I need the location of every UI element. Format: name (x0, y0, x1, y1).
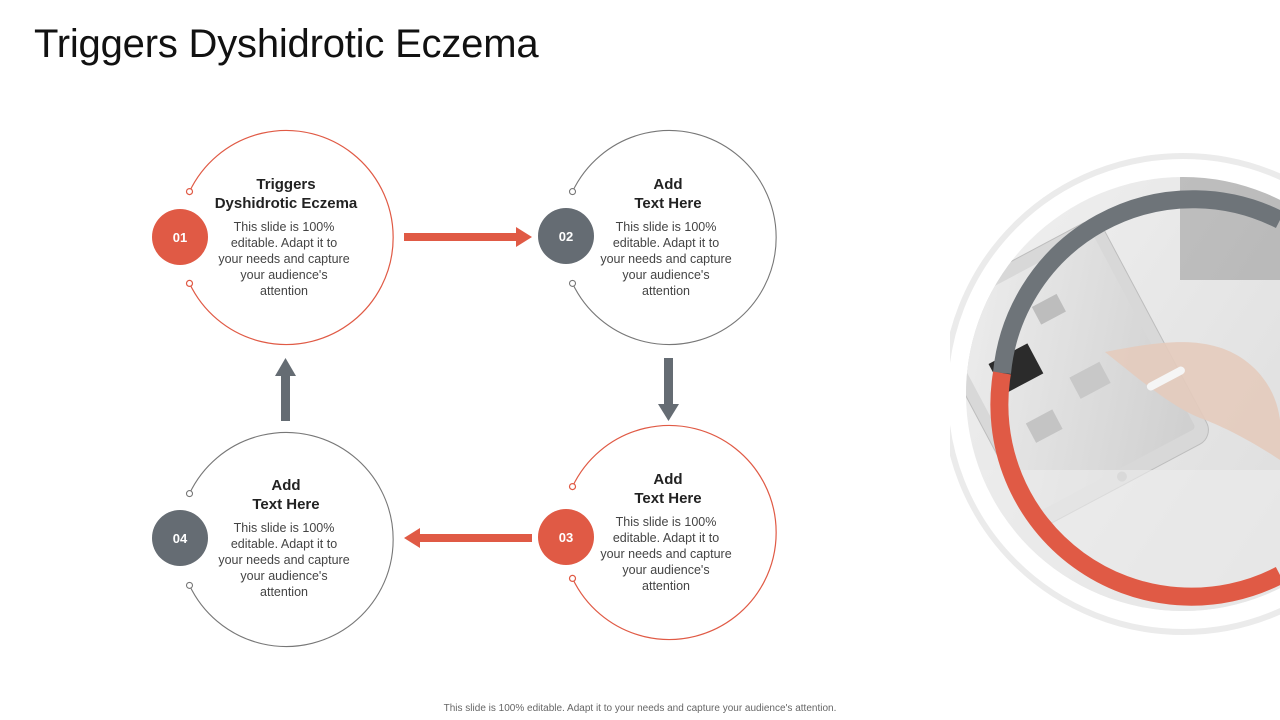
footer-note: This slide is 100% editable. Adapt it to your needs and capture your audience's attention. (443, 703, 837, 714)
arrow-up-icon (275, 358, 296, 421)
step-4-body: This slide is 100% editable. Adapt it to your needs and capture your audience's attention (218, 521, 350, 599)
step-2-body: This slide is 100% editable. Adapt it to your needs and capture your audience's attention (600, 220, 732, 298)
step-badge-02: 02 (538, 208, 594, 264)
arrow-down-icon (658, 358, 679, 421)
step-4-heading: Add Text Here (252, 477, 320, 513)
page-title: Triggers Dyshidrotic Eczema (34, 22, 539, 66)
step-1-heading: Triggers Dyshidrotic Eczema (214, 176, 358, 212)
arrow-left-icon (404, 528, 532, 548)
step-badge-04: 04 (152, 510, 208, 566)
step-2-heading: Add Text Here (634, 176, 702, 212)
tablet-photo-illustration (950, 150, 1280, 640)
step-2-text (573, 175, 763, 299)
step-3-text (573, 470, 763, 594)
step-4-text (191, 476, 381, 600)
step-badge-03: 03 (538, 509, 594, 565)
step-1-text (191, 175, 381, 299)
step-3-body: This slide is 100% editable. Adapt it to your needs and capture your audience's attention (600, 515, 732, 593)
arrow-right-icon (404, 227, 532, 247)
decorative-photo (950, 150, 1280, 640)
step-badge-01: 01 (152, 209, 208, 265)
step-1-body: This slide is 100% editable. Adapt it to your needs and capture your audience's attention (218, 220, 350, 298)
step-3-heading: Add Text Here (634, 471, 702, 507)
